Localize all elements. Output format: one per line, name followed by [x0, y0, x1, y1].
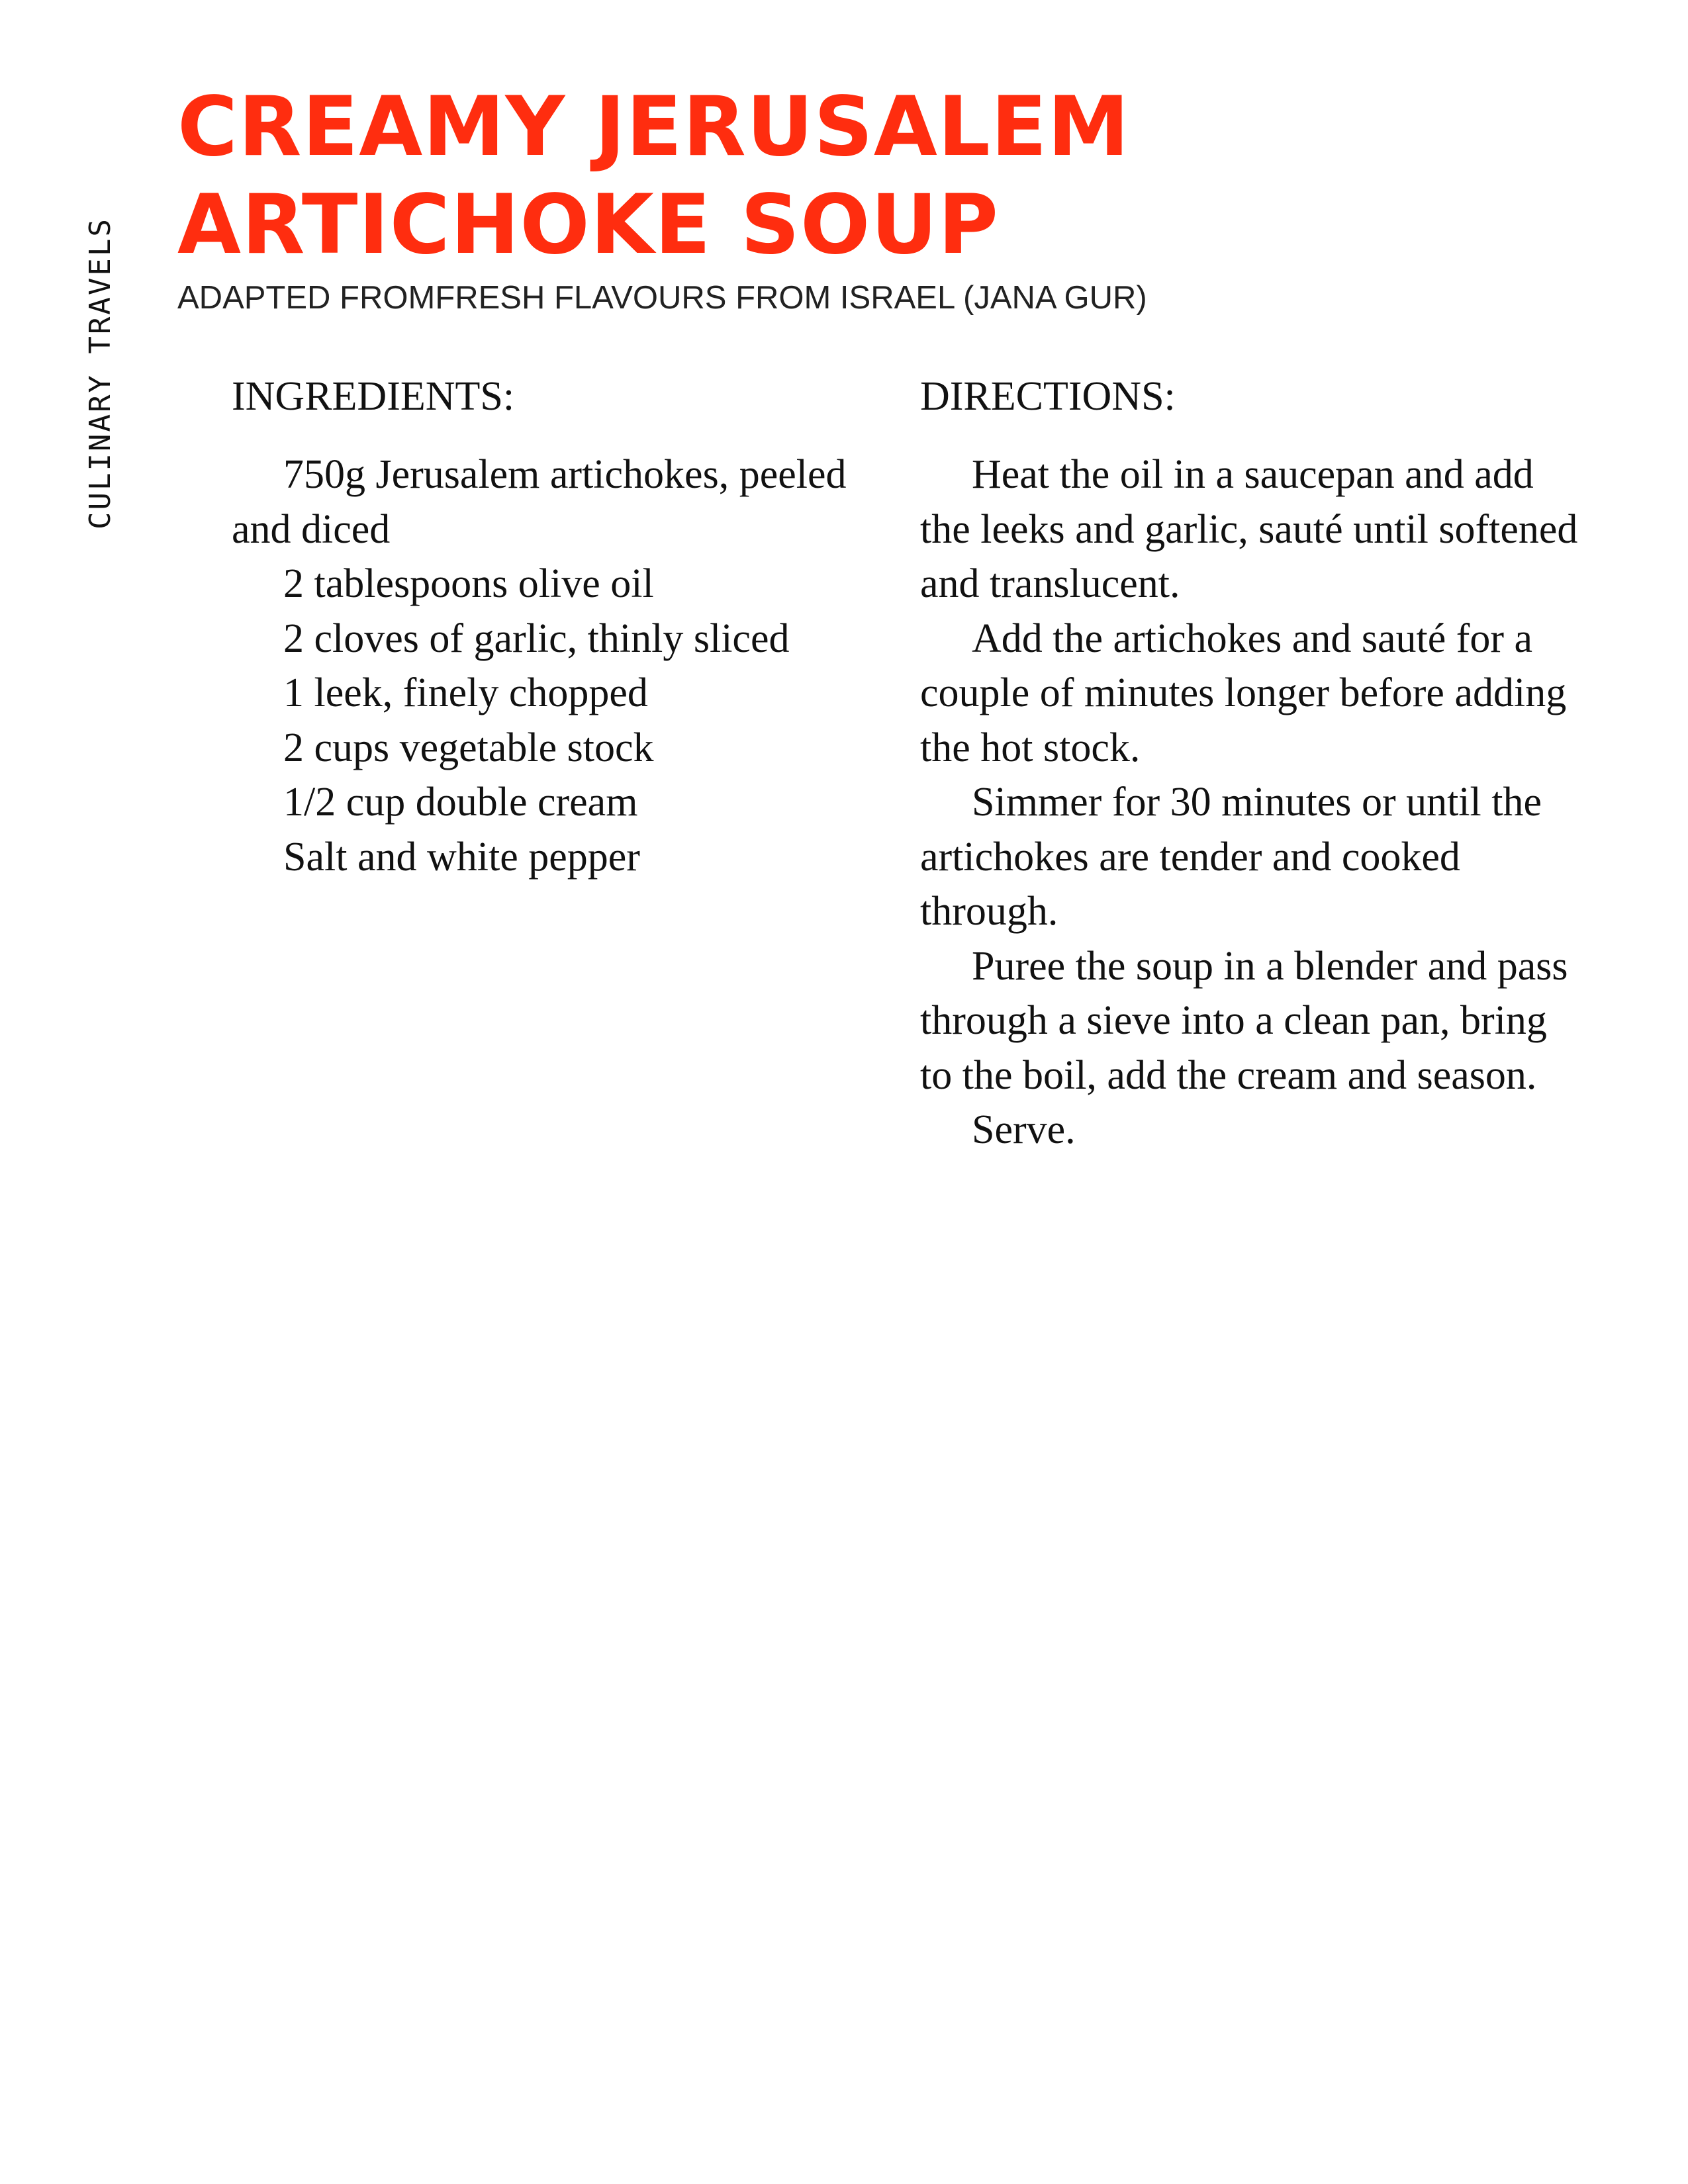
recipe-title-line-1: CREAMY JERUSALEM: [177, 79, 1130, 175]
ingredient-item: 750g Jerusalem artichokes, peeled and diced: [232, 452, 847, 552]
ingredient-item: 1/2 cup double cream: [283, 780, 638, 825]
ingredients-heading: INGREDIENTS:: [232, 374, 515, 419]
section-side-label: CULINARY TRAVELS: [83, 217, 117, 529]
ingredient-item: 2 tablespoons olive oil: [283, 561, 654, 606]
direction-step: Serve.: [972, 1107, 1076, 1152]
direction-step: Puree the soup in a blender and pass through a sieve into a clean pan, bring to the boil, add the cream and season.: [920, 943, 1568, 1098]
ingredient-item: 2 cups vegetable stock: [283, 725, 654, 770]
ingredient-item: Salt and white pepper: [283, 834, 640, 880]
recipe-title-line-2: ARTICHOKE SOUP: [177, 177, 1000, 273]
direction-step: Heat the oil in a saucepan and add the leeks and garlic, sauté until softened and translucent.: [920, 452, 1578, 606]
directions-heading: DIRECTIONS:: [920, 374, 1176, 419]
direction-step: Add the artichokes and sauté for a couple of minutes longer before adding the hot stock.: [920, 615, 1567, 770]
directions-column: [920, 369, 1582, 1158]
direction-step: Simmer for 30 minutes or until the artichokes are tender and cooked through.: [920, 780, 1542, 934]
ingredient-item: 1 leek, finely chopped: [283, 670, 648, 715]
recipe-source-subtitle: ADAPTED FROMFRESH FLAVOURS FROM ISRAEL (JANA GUR): [177, 280, 1147, 316]
ingredients-column: [232, 369, 894, 884]
ingredient-item: 2 cloves of garlic, thinly sliced: [283, 615, 790, 661]
recipe-title: [177, 78, 1435, 274]
